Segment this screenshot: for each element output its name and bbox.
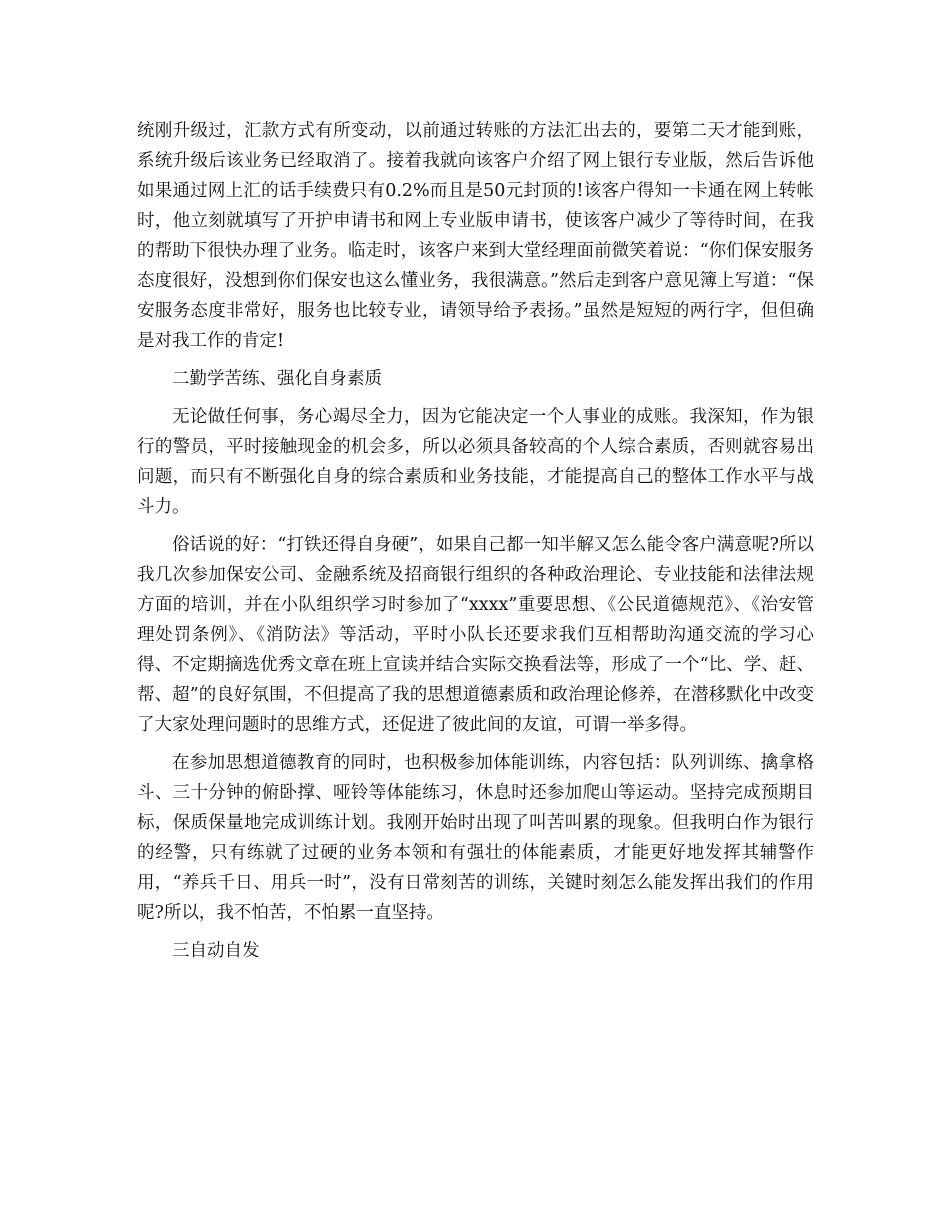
paragraph-customer-service: 统刚升级过，汇款方式有所变动，以前通过转账的方法汇出去的，要第二天才能到账，系统升级后该业务已经取消了。接着我就向该客户介绍了网上银行专业版，然后告诉他如果通过网上汇的话手续费只有0.2%而且是50元封顶的!该客户得知一卡通在网上转帐时，他立刻就填写了开护申请书和网上专业版申请书，使该客户减少了等待时间，在我的帮助下很快办理了业务。临走时，该客户来到大堂经理面前微笑着说：“你们保安服务态度很好，没想到你们保安也这么懂业务，我很满意。”然后走到客户意见簿上写道：“保安服务态度非常好，服务也比较专业，请领导给予表扬。”虽然是短短的两行字，但但确是对我工作的肯定!	[137, 121, 814, 351]
document-body	[137, 116, 814, 974]
section-heading-initiative: 三自动自发	[172, 941, 260, 961]
paragraph-training-study: 俗话说的好：“打铁还得自身硬”，如果自己都一知半解又怎么能令客户满意呢?所以我几次参加保安公司、金融系统及招商银行组织的各种政治理论、专业技能和法律法规方面的培训，并在小队组织学习时参加了“xxxx”重要思想、《公民道德规范》、《治安管理处罚条例》、《消防法》等活动，平时小队长还要求我们互相帮助沟通交流的学习心得、不定期摘选优秀文章在班上宣读并结合实际交换看法等，形成了一个“比、学、赶、帮、超”的良好氛围，不但提高了我的思想道德素质和政治理论修养，在潜移默化中改变了大家处理问题时的思维方式，还促进了彼此间的友谊，可谓一举多得。	[137, 535, 814, 735]
paragraph-effort: 无论做任何事，务心竭尽全力，因为它能决定一个人事业的成账。我深知，作为银行的警员，平时接触现金的机会多，所以必须具备较高的个人综合素质，否则就容易出问题，而只有不断强化自身的综合素质和业务技能，才能提高自己的整体工作水平与战斗力。	[137, 407, 814, 517]
paragraph-physical-training: 在参加思想道德教育的同时，也积极参加体能训练，内容包括：队列训练、擒拿格斗、三十分钟的俯卧撑、哑铃等体能练习，休息时还参加爬山等运动。坚持完成预期目标，保质保量地完成训练计划。我刚开始时出现了叫苦叫累的现象。但我明白作为银行的经警，只有练就了过硬的业务本领和有强壮的体能素质，才能更好地发挥其辅警作用，“养兵千日、用兵一时”，没有日常刻苦的训练，关键时刻怎么能发挥出我们的作用呢?所以，我不怕苦，不怕累一直坚持。	[137, 753, 814, 923]
section-heading-study: 二勤学苦练、强化自身素质	[172, 369, 382, 389]
